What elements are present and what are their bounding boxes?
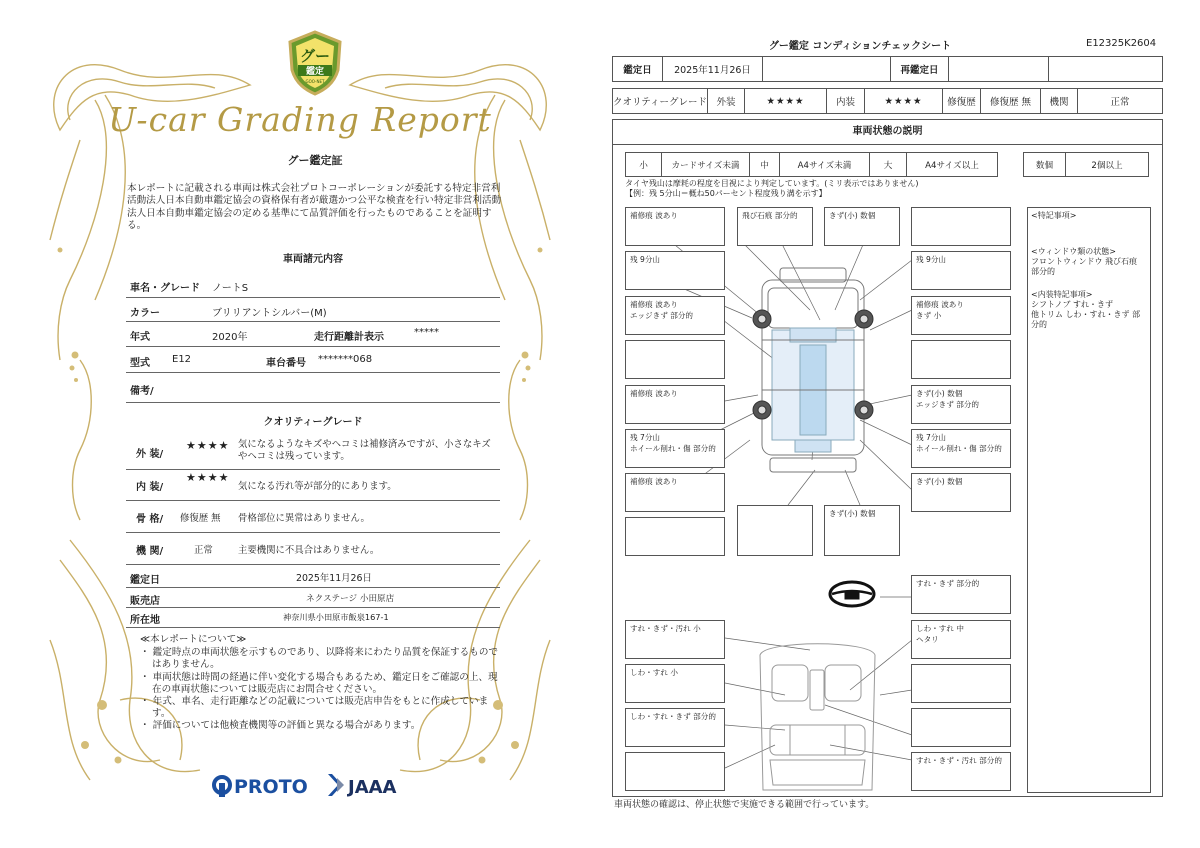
reinspect-label: 再鑑定日: [891, 57, 949, 81]
condition-box: きず(小) 数個: [911, 473, 1011, 512]
condition-box: しわ・すれ 小: [625, 664, 725, 703]
interior-text: シフトノブ すれ・きず: [1031, 300, 1114, 309]
condition-box: [911, 664, 1011, 703]
condition-box: 補修痕 波あり: [625, 207, 725, 246]
legend-count-desc: 2個以上: [1091, 160, 1123, 171]
condition-box: [737, 505, 813, 556]
legend-mid-desc: A4サイズ未満: [780, 153, 870, 176]
year-label: 年式: [130, 332, 150, 343]
condition-box: [911, 207, 1011, 246]
sheet-id: E12325K2604: [1086, 38, 1157, 49]
color-label: カラー: [130, 308, 160, 319]
condition-box: しわ・すれ 中 ヘタリ: [911, 620, 1011, 659]
grade-value: ★★★★: [186, 439, 230, 452]
chassis-label: 車台番号: [266, 358, 306, 369]
grade-label: 内 装/: [136, 482, 164, 493]
repair-label: 修復歴: [943, 89, 981, 113]
script-title: U-car Grading Report: [108, 100, 492, 139]
note-item: ・ 車両状態は時間の経過に伴い変化する場合もあるため、鑑定日をご確認の上、現在の車両状態については販売店にお問合せください。: [140, 671, 498, 695]
window-text: フロントウィンドウ 飛び石痕 部分的: [1031, 257, 1138, 276]
certificate-title: グー鑑定証: [287, 154, 343, 167]
quality-grade-label: クオリティーグレード: [613, 89, 708, 113]
footnote: 車両状態の確認は、停止状態で実施できる範囲で行っています。: [614, 800, 875, 810]
int-value: ★★★★: [865, 89, 943, 113]
model-value: E12: [172, 354, 192, 365]
steering-wheel-icon: [830, 582, 874, 606]
legend-small: 小: [626, 153, 662, 176]
condition-box: きず(小) 数個: [824, 207, 900, 246]
condition-box: すれ・きず・汚れ 小: [625, 620, 725, 659]
spec-row-remarks: [126, 373, 500, 403]
chassis-value: *******068: [318, 354, 373, 365]
legend-large-desc: A4サイズ以上: [925, 160, 979, 171]
note-item: ・ 評価については他検査機関等の評価と異なる場合があります。: [140, 720, 421, 732]
info-row-address: [126, 608, 500, 628]
legend-small-desc: カードサイズ未満: [662, 153, 750, 176]
int-label: 内装: [827, 89, 865, 113]
grade-comment: 骨格部位に異常はありません。: [238, 513, 370, 524]
date-label: 鑑定日: [613, 57, 663, 81]
name-value: ノートS: [212, 283, 249, 294]
tire-note-2: 【例：残 5分山＝概ね50パーセント程度残り溝を示す】: [625, 189, 827, 198]
addr-label: 所在地: [130, 615, 160, 626]
grade-comment: 気になるようなキズやヘコミは補修済みですが、小さなキズやヘコミは残っています。: [238, 439, 491, 462]
proto-text: PROTO: [234, 776, 308, 798]
ext-value: ★★★★: [745, 89, 827, 113]
condition-box: 補修痕 波あり きず 小: [911, 296, 1011, 335]
grade-row-interior: [126, 470, 500, 501]
info-row-shop: [126, 588, 500, 608]
badge-line3: GOO-NET: [305, 79, 325, 84]
grade-label: 外 装/: [136, 449, 164, 460]
condition-check-sheet: [600, 0, 1200, 848]
addr-value: 神奈川県小田原市飯泉167-1: [283, 612, 389, 622]
condition-box: 補修痕 波あり: [625, 385, 725, 424]
date-value: 2025年11月26日: [296, 573, 372, 584]
legend-large: 大: [870, 153, 907, 176]
condition-box: すれ・きず 部分的: [911, 575, 1011, 614]
engine-label: 機関: [1041, 89, 1078, 113]
condition-box: 飛び石痕 部分的: [737, 207, 813, 246]
engine-value: 正常: [1110, 97, 1130, 108]
shop-label: 販売店: [130, 596, 160, 607]
spec-row-model: [126, 347, 500, 373]
grade-value: 修復歴 無: [180, 513, 221, 524]
condition-box: 残 9分山: [911, 251, 1011, 290]
panel-title: 車両状態の説明: [613, 120, 1162, 145]
condition-box: [625, 752, 725, 791]
condition-box: きず(小) 数個: [824, 505, 900, 556]
grade-row-engine: [126, 533, 500, 565]
name-label: 車名・グレード: [130, 283, 200, 294]
interior-text: 他トリム しわ・すれ・きず 部分的: [1031, 310, 1141, 329]
grade-label: 骨 格/: [136, 514, 164, 525]
specs-title: 車両諸元内容: [283, 254, 343, 265]
proto-logo: [214, 776, 308, 798]
jaaa-text: JAAA: [348, 777, 397, 798]
car-interior-outline: [760, 644, 875, 790]
report-notes: [140, 634, 500, 733]
legend-mid: 中: [750, 153, 780, 176]
ext-label: 外装: [708, 89, 745, 113]
condition-box: すれ・きず・汚れ 部分的: [911, 752, 1011, 791]
special-notes: [1027, 207, 1151, 793]
grade-title: クオリティーグレード: [263, 417, 363, 428]
note-item: ・ 年式、車名、走行距離などの記載については販売店申告をもとに作成しています。: [140, 696, 489, 720]
mileage-label: 走行距離計表示: [314, 332, 384, 343]
goo-kantei-badge: [286, 30, 344, 96]
condition-box: 残 7分山 ホイール削れ・傷 部分的: [625, 429, 725, 468]
condition-box: 補修痕 波あり エッジきず 部分的: [625, 296, 725, 335]
mileage-value: *****: [414, 327, 439, 338]
sponsor-logos: [210, 770, 430, 800]
note-item: ・ 鑑定時点の車両状態を示すものであり、以降将来にわたり品質を保証するものではありません。: [140, 647, 499, 671]
special-title: <特記事項>: [1031, 211, 1077, 220]
spec-row-year: [126, 322, 500, 347]
remarks-label: 備考/: [130, 386, 154, 397]
grade-row-exterior: [126, 432, 500, 470]
grade-value: ★★★★: [186, 471, 230, 484]
tire-note-1: タイヤ残山は摩耗の程度を目視により判定しています。(ミリ表示ではありません): [625, 179, 919, 188]
repair-value: 修復歴 無: [981, 89, 1041, 113]
grade-comment: 気になる汚れ等が部分的にあります。: [238, 481, 397, 492]
spec-row-color: [126, 298, 500, 322]
badge-line2: 鑑定: [305, 67, 325, 77]
grade-comment: 主要機関に不具合はありません。: [238, 545, 380, 556]
window-title: <ウィンドウ類の状態>: [1031, 247, 1116, 256]
grade-label: 機 関/: [136, 546, 164, 557]
date-value: 2025年11月26日: [663, 57, 763, 81]
certificate-text: 本レポートに記載される車両は株式会社プロトコーポレーションが委託する特定非営利活動法人日本自動車鑑定協会の資格保有者が厳選かつ公平な検査を行い特定非営利活動法人日本自動車鑑定協会の定める基準にて品質評価を行ったものであることを証明する。: [127, 183, 502, 232]
notes-heading: ≪本レポートについて≫: [140, 634, 247, 645]
condition-box: [625, 517, 725, 556]
condition-box: 残 7分山 ホイール削れ・傷 部分的: [911, 429, 1011, 468]
condition-box: きず(小) 数個 エッジきず 部分的: [911, 385, 1011, 424]
spec-row-name: [126, 272, 500, 298]
info-row-date: [126, 565, 500, 588]
date-label: 鑑定日: [130, 575, 160, 586]
sheet-title: グー鑑定 コンディションチェックシート: [768, 41, 952, 52]
car-exterior-outline: [762, 268, 864, 472]
interior-title: <内装特記事項>: [1031, 290, 1093, 299]
legend-count: 数個: [1024, 153, 1066, 176]
condition-box: [911, 340, 1011, 379]
condition-box: 補修痕 波あり: [625, 473, 725, 512]
grade-value: 正常: [194, 545, 213, 556]
color-value: ブリリアントシルバー(M): [212, 308, 327, 319]
condition-box: 残 9分山: [625, 251, 725, 290]
jaaa-logo: [328, 774, 397, 798]
shop-value: ネクステージ 小田原店: [306, 594, 395, 604]
badge-line1: グー: [299, 47, 331, 65]
condition-box: しわ・すれ・きず 部分的: [625, 708, 725, 747]
model-label: 型式: [130, 358, 150, 369]
condition-box: [625, 340, 725, 379]
condition-box: [911, 708, 1011, 747]
year-value: 2020年: [212, 332, 248, 343]
grade-row-frame: [126, 501, 500, 533]
